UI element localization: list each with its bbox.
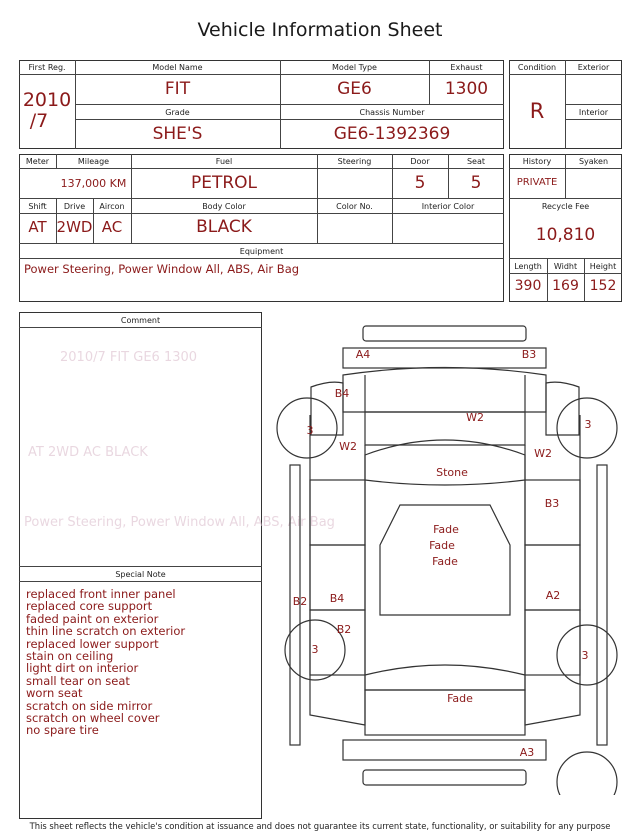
bleed-through-decoration: AT 2WD AC BLACK <box>28 445 148 460</box>
disclaimer-footer: This sheet reflects the vehicle's condition at issuance and does not guarantee its current state, functionality, or suitability for any purpose <box>29 821 611 831</box>
shift-value: AT <box>28 218 47 236</box>
fade-mark-1: Fade <box>433 523 459 536</box>
special-notes-list <box>26 588 185 737</box>
first-reg-month: /7 <box>29 110 49 132</box>
special-note-item: replaced core support <box>26 599 153 614</box>
spare-tire <box>557 752 617 795</box>
fade-mark-trunk: Fade <box>447 692 473 705</box>
aircon-value: AC <box>101 218 123 236</box>
fuel-value: PETROL <box>190 173 258 193</box>
meter-label: Meter <box>25 157 50 166</box>
history-value: PRIVATE <box>516 177 558 188</box>
bleed-through-decoration: Power Steering, Power Window All, ABS, Air Bag <box>24 515 335 530</box>
w2-mark-left: W2 <box>339 440 357 453</box>
model-type-label: Model Type <box>332 63 377 72</box>
door-label: Door <box>410 157 430 166</box>
body-color-label: Body Color <box>202 202 246 211</box>
drive-value: 2WD <box>56 218 93 236</box>
stone-mark: Stone <box>436 466 468 479</box>
exterior-label: Exterior <box>577 63 610 72</box>
aircon-label: Aircon <box>99 202 125 211</box>
body-color-value: BLACK <box>196 217 252 237</box>
special-note-item: scratch on wheel cover <box>26 711 160 726</box>
mileage-value: 137,000 KM <box>60 177 127 190</box>
exhaust-label: Exhaust <box>450 63 483 72</box>
special-note-item: small tear on seat <box>26 673 130 688</box>
special-note-item: no spare tire <box>26 723 99 738</box>
height-label: Height <box>589 262 617 271</box>
special-note-item: worn seat <box>26 686 83 701</box>
a2-mark-right: A2 <box>545 589 561 602</box>
special-note-item: replaced front inner panel <box>26 587 176 601</box>
b2-mark-lower: B2 <box>336 623 352 636</box>
length-value: 390 <box>514 278 542 294</box>
b4-mark-top: B4 <box>334 387 350 400</box>
mileage-label: Mileage <box>77 157 110 166</box>
w2-mark-right: W2 <box>534 447 552 460</box>
equipment-value: Power Steering, Power Window All, ABS, Air Bag <box>24 262 300 276</box>
first-reg-label: First Reg. <box>28 63 66 72</box>
history-label: History <box>522 157 552 166</box>
special-note-item: thin line scratch on exterior <box>26 624 186 639</box>
chassis-label: Chassis Number <box>359 108 425 117</box>
drive-label: Drive <box>63 202 86 211</box>
page-title: Vehicle Information Sheet <box>197 19 443 41</box>
color-no-label: Color No. <box>336 202 373 211</box>
model-type-value: GE6 <box>337 79 372 99</box>
special-note-item: replaced lower support <box>26 636 159 651</box>
model-name-label: Model Name <box>152 63 203 72</box>
tire-mark-fl: 3 <box>306 424 314 437</box>
interior-label: Interior <box>578 108 609 117</box>
condition-value: R <box>529 99 545 123</box>
condition-label: Condition <box>517 63 557 72</box>
seat-value: 5 <box>470 173 482 193</box>
model-name-value: FIT <box>164 79 191 99</box>
exhaust-value: 1300 <box>444 79 489 99</box>
fade-mark-3: Fade <box>432 555 458 568</box>
width-label: Widht <box>553 262 578 271</box>
door-value: 5 <box>414 173 426 193</box>
b4-mark-left: B4 <box>329 592 345 605</box>
grade-label: Grade <box>165 108 190 117</box>
b3-mark-top: B3 <box>521 348 537 361</box>
tire-mark-rr: 3 <box>581 649 589 662</box>
equipment-label: Equipment <box>239 247 284 256</box>
length-label: Length <box>514 262 542 271</box>
front-bumper-part <box>363 326 526 341</box>
recycle-fee-value: 10,810 <box>535 225 596 245</box>
recycle-fee-label: Recycle Fee <box>541 202 590 211</box>
b3-mark-right: B3 <box>544 497 560 510</box>
bleed-through-decoration: 2010/7 FIT GE6 1300 <box>60 350 198 365</box>
syaken-label: Syaken <box>578 157 609 166</box>
first-reg-year: 2010 <box>22 89 72 111</box>
car-damage-diagram <box>270 315 635 795</box>
tire-mark-rl: 3 <box>311 643 319 656</box>
a3-mark: A3 <box>519 746 535 759</box>
chassis-value: GE6-1392369 <box>333 124 451 144</box>
special-note-label: Special Note <box>115 570 166 579</box>
b2-mark-left: B2 <box>292 595 308 608</box>
special-note-item: scratch on side mirror <box>26 698 153 713</box>
grade-value: SHE'S <box>152 124 203 144</box>
a4-mark: A4 <box>355 348 371 361</box>
steering-label: Steering <box>337 157 372 166</box>
fuel-label: Fuel <box>215 157 233 166</box>
rear-bumper-part <box>363 770 526 785</box>
interior-color-label: Interior Color <box>421 202 475 211</box>
fade-mark-2: Fade <box>429 539 455 552</box>
seat-label: Seat <box>466 157 486 166</box>
height-value: 152 <box>589 278 617 294</box>
special-note-item: stain on ceiling <box>26 649 114 664</box>
comment-label: Comment <box>120 316 161 325</box>
special-note-item: faded paint on exterior <box>26 611 159 626</box>
special-note-item: light dirt on interior <box>26 661 139 676</box>
width-value: 169 <box>552 278 579 294</box>
tire-mark-fr: 3 <box>584 418 592 431</box>
shift-label: Shift <box>28 202 47 211</box>
w2-mark-roof: W2 <box>466 411 484 424</box>
